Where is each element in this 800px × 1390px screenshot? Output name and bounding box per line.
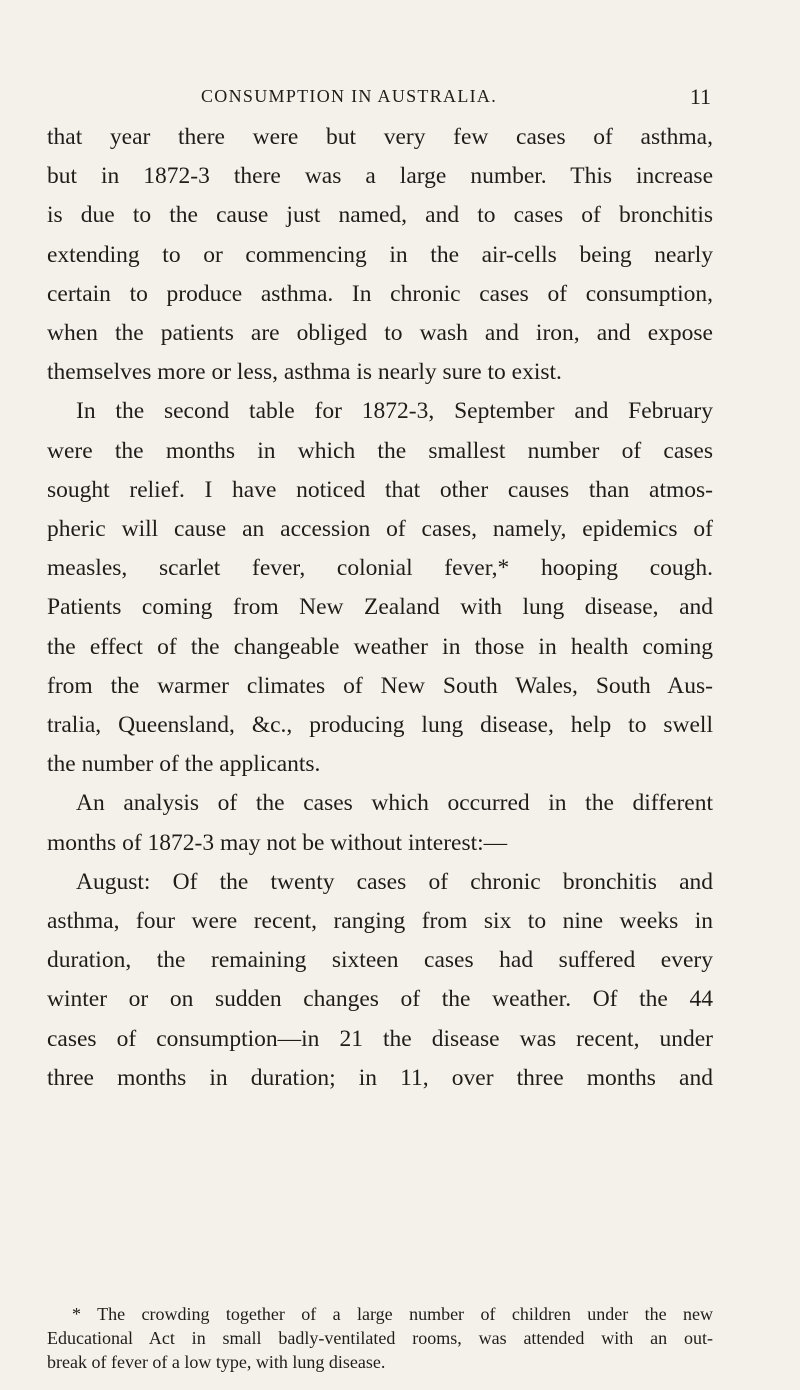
text-line: Patients coming from New Zealand with lung disease, and bbox=[47, 594, 713, 621]
text-line: extending to or commencing in the air-cells being nearly bbox=[47, 241, 713, 268]
text-line: is due to the cause just named, and to cases of bronchitis bbox=[47, 202, 713, 229]
text-line: that year there were but very few cases of asthma, bbox=[47, 124, 713, 150]
footnote bbox=[47, 1302, 713, 1374]
text-line: An analysis of the cases which occurred in the different bbox=[76, 790, 713, 817]
text-line: three months in duration; in 11, over three months and bbox=[47, 1064, 713, 1091]
text-line: from the warmer climates of New South Wales, South Aus- bbox=[47, 672, 713, 699]
text-line: the effect of the changeable weather in those in health coming bbox=[47, 633, 713, 660]
text-line: tralia, Queensland, &c., producing lung disease, help to swell bbox=[47, 712, 713, 739]
paragraph-analysis-intro bbox=[47, 784, 713, 862]
text-line: In the second table for 1872-3, September and February bbox=[76, 398, 713, 425]
text-line: cases of consumption—in 21 the disease was recent, under bbox=[47, 1025, 713, 1052]
text-line: themselves more or less, asthma is nearly sure to exist. bbox=[47, 359, 562, 386]
text-line: months of 1872-3 may not be without interest:— bbox=[47, 829, 508, 856]
text-line: but in 1872-3 there was a large number. This increase bbox=[47, 163, 713, 190]
running-title: CONSUMPTION IN AUSTRALIA. bbox=[201, 86, 498, 106]
text-line: pheric will cause an accession of cases, namely, epidemics of bbox=[47, 516, 713, 543]
text-line: when the patients are obliged to wash and iron, and expose bbox=[47, 320, 713, 347]
text-line: asthma, four were recent, ranging from six to nine weeks in bbox=[47, 908, 713, 935]
running-head bbox=[201, 86, 711, 116]
text-line: were the months in which the smallest number of cases bbox=[47, 437, 713, 464]
footnote-line: break of fever of a low type, with lung disease. bbox=[47, 1352, 386, 1372]
page-number: 11 bbox=[689, 84, 711, 109]
text-line: duration, the remaining sixteen cases had suffered every bbox=[47, 947, 713, 974]
text-line: winter or on sudden changes of the weather. Of the 44 bbox=[47, 986, 713, 1013]
text-line: August: Of the twenty cases of chronic bronchitis and bbox=[76, 868, 713, 895]
main-text bbox=[47, 118, 713, 1098]
paragraph-asthma bbox=[47, 118, 713, 392]
text-line: sought relief. I have noticed that other causes than atmos- bbox=[47, 476, 713, 503]
text-line: certain to produce asthma. In chronic cases of consumption, bbox=[47, 280, 713, 307]
paragraph-august bbox=[47, 863, 713, 1098]
text-line: measles, scarlet fever, colonial fever,* hooping cough. bbox=[47, 555, 713, 582]
footnote-line: * The crowding together of a large number of children under the new bbox=[72, 1304, 713, 1324]
footnote-line: Educational Act in small badly-ventilated rooms, was attended with an out- bbox=[47, 1328, 713, 1348]
text-line: the number of the applicants. bbox=[47, 751, 321, 778]
paragraph-second-table bbox=[47, 392, 713, 784]
